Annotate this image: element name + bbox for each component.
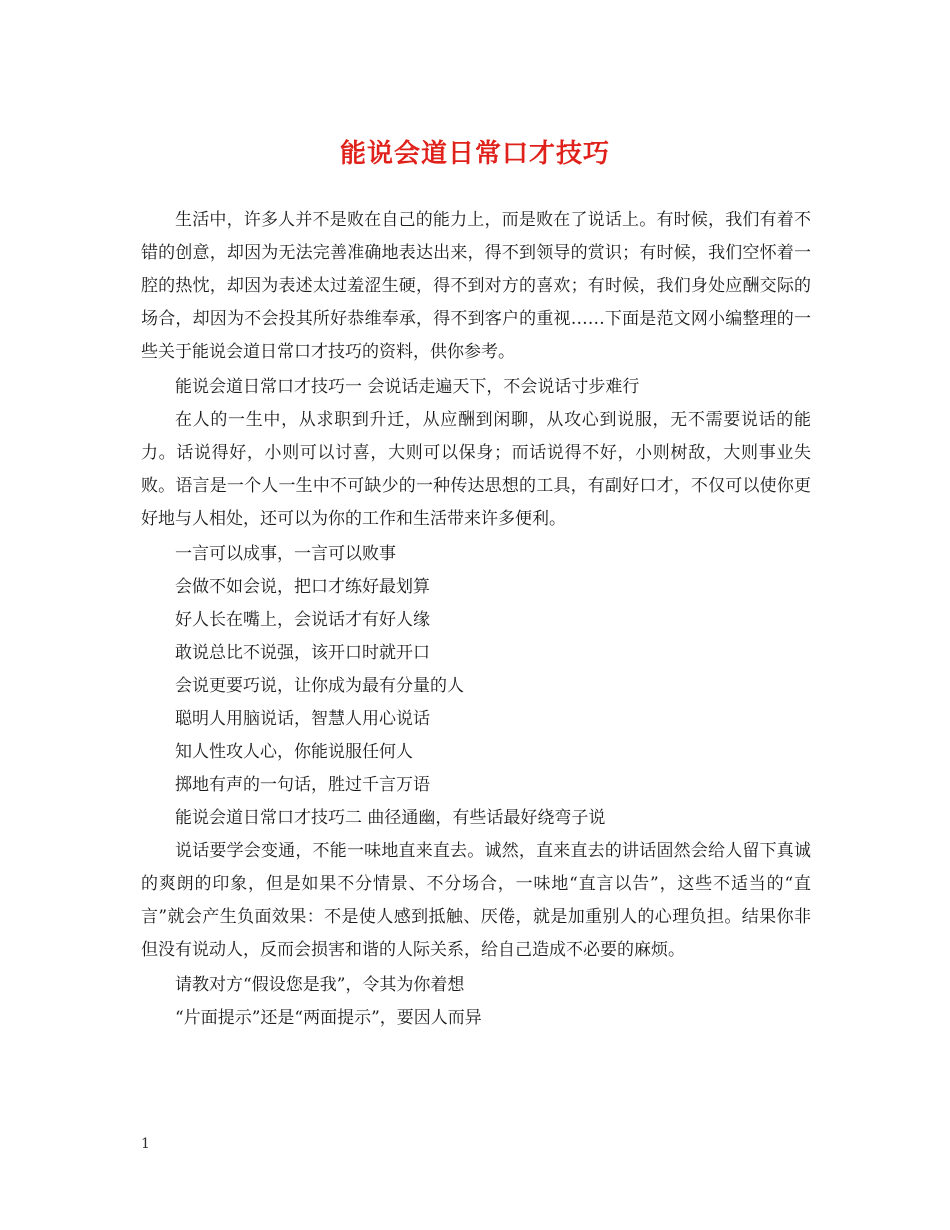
list-item: 一言可以成事，一言可以败事 xyxy=(175,544,396,564)
list-item: 敢说总比不说强，该开口时就开口 xyxy=(175,643,430,663)
document-body xyxy=(141,204,811,1035)
list-item: 掷地有声的一句话，胜过千言万语 xyxy=(175,775,430,795)
list-item: “片面提示”还是“两面提示”，要因人而异 xyxy=(175,1008,482,1028)
list-item: 聪明人用脑说话，智慧人用心说话 xyxy=(175,709,430,729)
section-2-paragraph: 说话要学会变通，不能一味地直来直去。诚然，直来直去的讲话固然会给人留下真诚的爽朗的印象，但是如果不分情景、不分场合，一味地“直言以告”，这些不适当的“直言”就会产生负面效果：不是使人感到抵触、厌倦，就是加重别人的心理负担。结果你非但没有说动人，反而会损害和谐的人际关系，给自己造成不必要的麻烦。 xyxy=(141,841,811,960)
section-heading-2: 能说会道日常口才技巧二 曲径通幽，有些话最好绕弯子说 xyxy=(175,808,606,828)
list-item: 好人长在嘴上，会说话才有好人缘 xyxy=(175,610,430,630)
list-item: 会说更要巧说，让你成为最有分量的人 xyxy=(175,676,464,696)
list-item: 知人性攻人心，你能说服任何人 xyxy=(175,742,413,762)
section-heading-1: 能说会道日常口才技巧一 会说话走遍天下，不会说话寸步难行 xyxy=(175,377,640,397)
list-item: 请教对方“假设您是我”，令其为你着想 xyxy=(175,975,465,995)
page-number: 1 xyxy=(141,1136,150,1152)
list-item: 会做不如会说，把口才练好最划算 xyxy=(175,577,430,597)
document-title: 能说会道日常口才技巧 xyxy=(339,139,610,169)
section-1-paragraph: 在人的一生中，从求职到升迁，从应酬到闲聊，从攻心到说服，无不需要说话的能力。话说得好，小则可以讨喜，大则可以保身；而话说得不好，小则树敌，大则事业失败。语言是一个人一生中不可缺少的一种传达思想的工具，有副好口才，不仅可以使你更好地与人相处，还可以为你的工作和生活带来许多便利。 xyxy=(141,410,811,529)
intro-paragraph: 生活中，许多人并不是败在自己的能力上，而是败在了说话上。有时候，我们有着不错的创意，却因为无法完善准确地表达出来，得不到领导的赏识；有时候，我们空怀着一腔的热忱，却因为表述太过羞涩生硬，得不到对方的喜欢；有时候，我们身处应酬交际的场合，却因为不会投其所好恭维奉承，得不到客户的重视……下面是范文网小编整理的一些关于能说会道日常口才技巧的资料，供你参考。 xyxy=(141,210,811,362)
